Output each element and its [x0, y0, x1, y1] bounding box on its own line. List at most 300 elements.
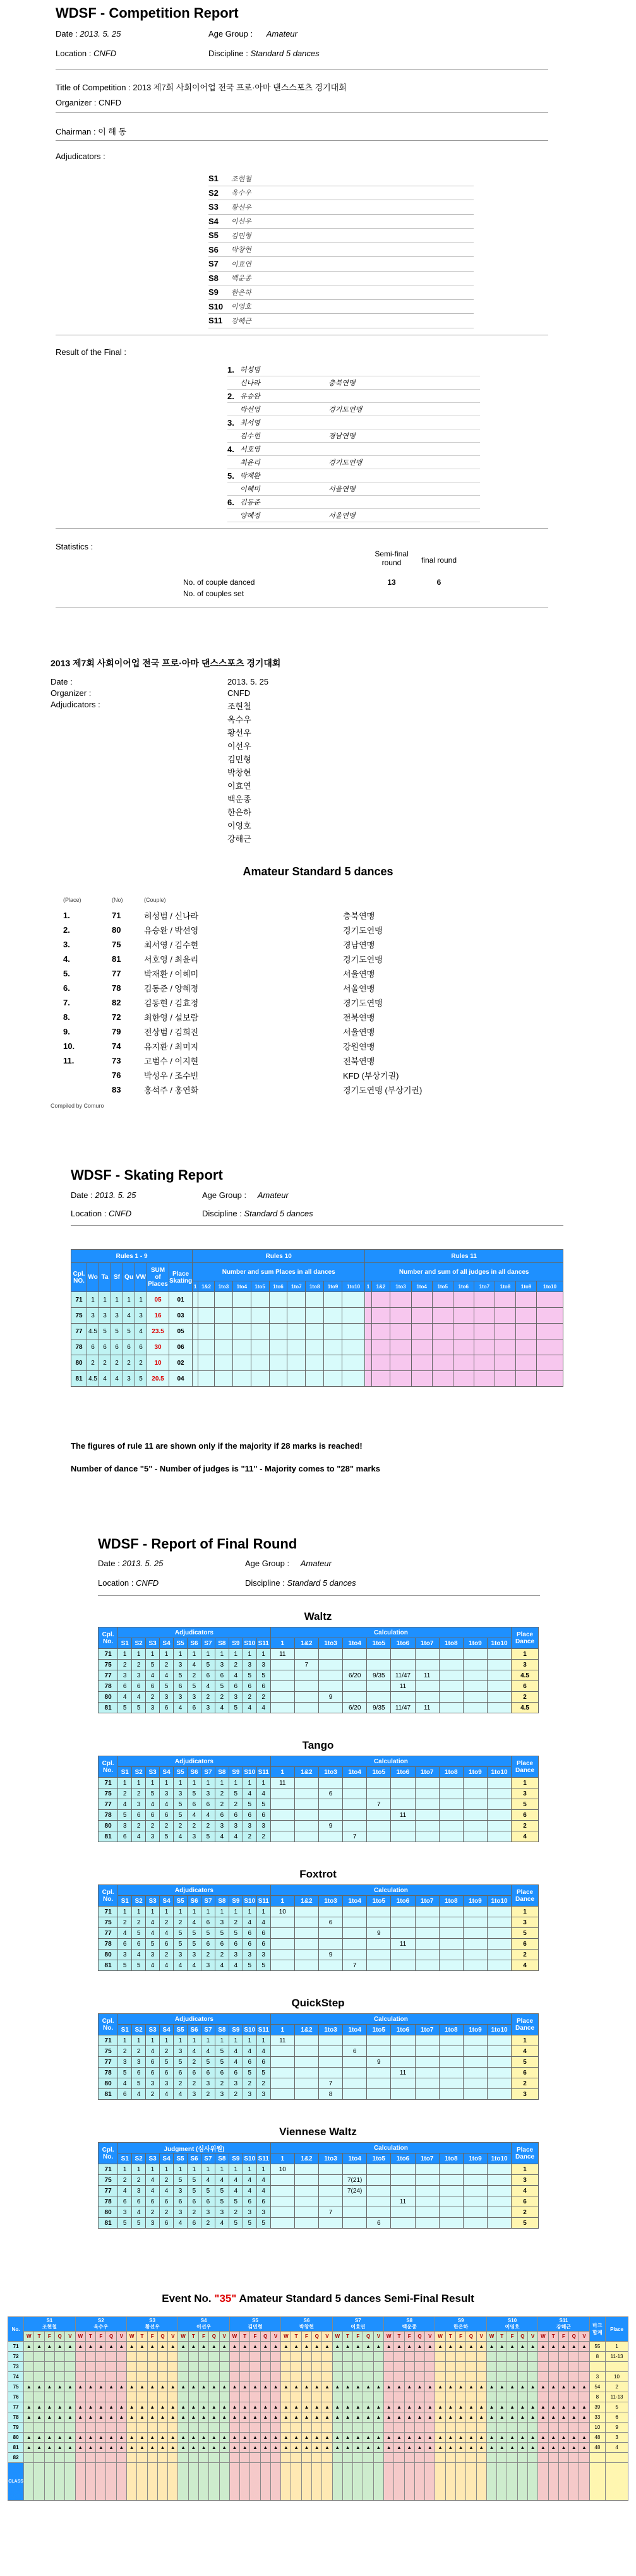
judge-col-header: S9	[229, 2154, 243, 2164]
judge-mark: 3	[229, 1692, 243, 1703]
judge-mark: 4	[187, 2046, 201, 2057]
semi-mark: ▲	[445, 2402, 455, 2412]
semi-mark: ▲	[425, 2412, 435, 2423]
calc-cell	[318, 2175, 342, 2186]
semi-mark	[342, 2423, 352, 2433]
semi-mark	[209, 2392, 219, 2402]
calc-cell	[415, 1907, 439, 1917]
semi-mark	[209, 2362, 219, 2372]
semi-row	[8, 2372, 628, 2382]
adjudicator-name: 강해근	[231, 317, 251, 325]
calc-col-header: 1&2	[294, 1767, 318, 1778]
judge-mark: 4	[146, 1917, 160, 1928]
judge-mark: 2	[118, 1917, 132, 1928]
calc-cell	[270, 2057, 294, 2068]
calc-cell: 7(21)	[343, 2175, 367, 2186]
rule10-cell	[287, 1324, 306, 1339]
calc-cell	[270, 1810, 294, 1821]
calc-col-header: 1&2	[294, 2025, 318, 2035]
semi-mark	[250, 2362, 260, 2372]
summary-footer: Compiled by Comuro	[51, 1103, 104, 1109]
calc-col-header: 1	[270, 1638, 294, 1649]
semi-dance-letter: F	[558, 2332, 568, 2342]
semi-judge-code: S1	[46, 2318, 53, 2323]
semi-mark: ▲	[34, 2342, 44, 2352]
semi-mark	[486, 2372, 496, 2382]
judge-mark: 2	[187, 1670, 201, 1681]
summary-place: 4.	[63, 954, 70, 964]
judge-mark: 2	[201, 2089, 215, 2100]
semi-mark: ▲	[126, 2443, 136, 2453]
calc-cell	[367, 1778, 391, 1788]
semi-mark: ▲	[188, 2402, 198, 2412]
rule11-cell	[432, 1339, 453, 1355]
judge-mark: 4	[243, 2186, 256, 2196]
semi-mark	[476, 2453, 486, 2463]
calc-cell	[270, 2046, 294, 2057]
judge-mark: 3	[132, 2057, 146, 2068]
calc-cell	[415, 1810, 439, 1821]
summary-adjudicator-name: 이영호	[227, 821, 251, 830]
judge-mark: 4	[160, 1670, 174, 1681]
judge-mark: 5	[118, 2218, 132, 2229]
semi-mark	[497, 2362, 507, 2372]
judge-mark: 2	[215, 1799, 229, 1810]
dance-place: 2	[512, 1821, 539, 1831]
calc-cell	[343, 2207, 367, 2218]
calc-cell: 9/35	[367, 1670, 391, 1681]
semi-mark	[126, 2352, 136, 2362]
semi-mark	[116, 2352, 126, 2362]
adjudicator-list	[208, 172, 474, 328]
semi-footer-cell	[291, 2463, 301, 2501]
col-no-header: (No)	[112, 897, 123, 903]
judge-mark: 1	[187, 1649, 201, 1660]
rule11-cell	[432, 1371, 453, 1387]
summary-couple: 최한영 / 설보람	[144, 1013, 199, 1022]
dance-row	[99, 1810, 539, 1821]
semi-mark: ▲	[404, 2342, 414, 2352]
semi-mark	[312, 2392, 322, 2402]
dance-row	[99, 2186, 539, 2196]
semi-mark: ▲	[445, 2382, 455, 2392]
rule11-cell	[495, 1292, 515, 1308]
semi-mark: ▲	[24, 2412, 34, 2423]
col-place-header: (Place)	[63, 897, 81, 903]
judge-mark: 3	[256, 1660, 270, 1670]
calc-cell	[463, 1799, 487, 1810]
semi-footer-cell	[250, 2463, 260, 2501]
semi-mark: ▲	[44, 2402, 54, 2412]
semi-mark: ▲	[270, 2402, 280, 2412]
location-value: CNFD	[93, 49, 117, 58]
calculation-header: Calculation	[270, 2014, 511, 2025]
semi-mark	[126, 2362, 136, 2372]
semi-mark	[250, 2392, 260, 2402]
semi-mark	[116, 2453, 126, 2463]
judge-mark: 6	[118, 1939, 132, 1950]
judge-mark: 2	[160, 1917, 174, 1928]
dance-row	[99, 1670, 539, 1681]
calc-col-header: 1to9	[463, 1767, 487, 1778]
semi-mark: ▲	[538, 2402, 548, 2412]
semi-dance-letter: Q	[312, 2332, 322, 2342]
calc-cell	[270, 1703, 294, 1713]
judge-mark: 4	[146, 1960, 160, 1971]
semi-dance-letter: Q	[157, 2332, 167, 2342]
semi-mark: ▲	[548, 2443, 558, 2453]
date-value: 2013. 5. 25	[80, 29, 121, 39]
semi-mark	[445, 2423, 455, 2433]
calc-cell	[270, 2068, 294, 2078]
age-value: Amateur	[266, 29, 297, 39]
sub-col-header: 1to8	[306, 1281, 324, 1292]
semi-mark	[569, 2453, 579, 2463]
semi-footer-cell	[178, 2463, 188, 2501]
semi-mark	[322, 2453, 332, 2463]
dance-row	[99, 2164, 539, 2175]
semi-cpl: 74	[8, 2372, 24, 2382]
semi-dance-letter: W	[178, 2332, 188, 2342]
semi-mark: ▲	[291, 2382, 301, 2392]
semi-mark	[353, 2453, 363, 2463]
judge-mark: 3	[118, 2057, 132, 2068]
semi-mark	[466, 2392, 476, 2402]
dance-place: 3	[512, 1788, 539, 1799]
semi-mark	[291, 2372, 301, 2382]
judge-mark: 1	[229, 1907, 243, 1917]
semi-mark	[476, 2392, 486, 2402]
semi-dance-letter: Q	[106, 2332, 116, 2342]
dance-row	[99, 1703, 539, 1713]
semi-footer-cell	[260, 2463, 270, 2501]
judge-mark: 5	[118, 1960, 132, 1971]
calc-cell	[318, 1939, 342, 1950]
semi-dance-letter: F	[404, 2332, 414, 2342]
judge-mark: 6	[160, 1939, 174, 1950]
semi-mark: ▲	[486, 2402, 496, 2412]
rules-11-header: Rules 11	[365, 1250, 563, 1263]
summary-no: 82	[112, 998, 121, 1007]
semi-mark	[445, 2352, 455, 2362]
semi-mark	[168, 2392, 178, 2402]
judge-col-header: S4	[160, 1896, 174, 1907]
calc-cell: 6	[367, 2218, 391, 2229]
semi-mark: ▲	[260, 2412, 270, 2423]
judge-mark: 4	[201, 2046, 215, 2057]
calc-cell	[439, 1928, 463, 1939]
location-label: Location :	[56, 49, 92, 58]
judge-col-header: S1	[118, 2154, 132, 2164]
judge-mark: 1	[160, 2035, 174, 2046]
event-heading	[0, 2292, 636, 2305]
rule11-cell	[390, 1355, 411, 1371]
semi-mark: ▲	[178, 2433, 188, 2443]
semi-mark: ▲	[569, 2382, 579, 2392]
semi-judge-name: 옥수우	[93, 2324, 109, 2330]
calc-cell: 11	[270, 2035, 294, 2046]
cpl-header: Cpl. No.	[99, 2143, 118, 2164]
judge-mark: 6	[174, 2068, 188, 2078]
summary-place: 1.	[63, 911, 70, 920]
semi-dance-letter: T	[85, 2332, 95, 2342]
judge-mark: 3	[174, 2046, 188, 2057]
rule10-cell	[251, 1339, 269, 1355]
semi-mark: ▲	[373, 2382, 383, 2392]
calc-cell	[318, 1660, 342, 1670]
summary-adjudicator-name: 김민형	[227, 755, 251, 764]
semi-mark: ▲	[168, 2412, 178, 2423]
semi-mark	[301, 2372, 311, 2382]
cpl-header: Cpl. No.	[99, 1756, 118, 1778]
semi-dance-letter: W	[435, 2332, 445, 2342]
semi-mark: ▲	[157, 2402, 167, 2412]
place-header: Place Skating	[169, 1263, 193, 1292]
semi-mark: ▲	[414, 2382, 424, 2392]
calc-cell	[367, 2164, 391, 2175]
semi-dance-letter: W	[75, 2332, 85, 2342]
rule11-cell	[411, 1292, 432, 1308]
calc-cell	[367, 2186, 391, 2196]
summary-club: 강원연맹	[343, 1042, 375, 1051]
semi-mark	[24, 2392, 34, 2402]
calc-cell: 11	[391, 1810, 415, 1821]
semi-mark: ▲	[137, 2443, 147, 2453]
rule10-cell	[269, 1339, 287, 1355]
semi-mark	[168, 2362, 178, 2372]
calc-cell: 11	[270, 1778, 294, 1788]
dance-table	[98, 2013, 539, 2100]
semi-footer-cell	[527, 2463, 537, 2501]
semi-mark: ▲	[312, 2342, 322, 2352]
judge-mark: 6	[243, 1681, 256, 1692]
adjudicator-code: S2	[208, 188, 219, 198]
semi-mark	[188, 2423, 198, 2433]
dance-header-row	[99, 1885, 539, 1896]
semi-mark	[342, 2352, 352, 2362]
semi-mark: ▲	[106, 2443, 116, 2453]
judge-mark: 5	[201, 2057, 215, 2068]
semi-mark: ▲	[322, 2382, 332, 2392]
judge-mark: 6	[256, 1681, 270, 1692]
semi-footer-cell	[147, 2463, 157, 2501]
semi-mark	[126, 2372, 136, 2382]
judge-mark: 2	[229, 1799, 243, 1810]
skating-header-row	[71, 1263, 563, 1281]
rule11-cell	[371, 1324, 390, 1339]
semi-footer-cell	[466, 2463, 476, 2501]
calc-cell	[343, 2057, 367, 2068]
judge-mark: 1	[132, 2035, 146, 2046]
semi-mark: ▲	[291, 2433, 301, 2443]
fr-location: CNFD	[136, 1578, 159, 1588]
semi-mark	[178, 2372, 188, 2382]
skating-row	[71, 1324, 563, 1339]
judge-mark: 2	[174, 1917, 188, 1928]
semi-mark: ▲	[497, 2412, 507, 2423]
summary-club: 전북연맹	[343, 1013, 375, 1022]
semi-mark: ▲	[486, 2433, 496, 2443]
skating-dance-place: 2	[87, 1355, 99, 1371]
calc-col-header: 1to6	[391, 1767, 415, 1778]
calc-cell	[487, 2207, 511, 2218]
semi-dance-letter: T	[188, 2332, 198, 2342]
event-title: Amateur Standard 5 dances Semi-Final Result	[239, 2292, 474, 2304]
calc-cell	[367, 1907, 391, 1917]
semi-mark: ▲	[373, 2433, 383, 2443]
dance-col-header: Sf	[111, 1263, 123, 1292]
semi-judge-code: S8	[406, 2318, 413, 2323]
judge-mark: 6	[201, 2068, 215, 2078]
judge-col-header: S7	[201, 1767, 215, 1778]
result-leader-line	[227, 496, 480, 509]
semi-footer-cell	[301, 2463, 311, 2501]
calc-col-header: 1to8	[439, 2154, 463, 2164]
judge-mark: 2	[146, 1692, 160, 1703]
dance-row	[99, 2035, 539, 2046]
dance-header-row	[99, 1756, 539, 1767]
calc-col-header: 1to3	[318, 1767, 342, 1778]
dance-place: 5	[512, 1928, 539, 1939]
judge-mark: 6	[201, 1939, 215, 1950]
judge-mark: 3	[201, 2207, 215, 2218]
calc-col-header: 1to8	[439, 1896, 463, 1907]
skating-dance-place: 6	[99, 1339, 111, 1355]
semi-mark	[229, 2362, 239, 2372]
summary-place: 2.	[63, 925, 70, 935]
calc-cell	[343, 1928, 367, 1939]
judge-mark: 6	[243, 1810, 256, 1821]
calc-cell	[487, 2175, 511, 2186]
semi-mark: ▲	[219, 2412, 229, 2423]
judge-col-header: S5	[174, 2154, 188, 2164]
judge-mark: 2	[215, 1950, 229, 1960]
calc-cell	[463, 1831, 487, 1842]
rule10-cell	[269, 1292, 287, 1308]
semi-mark	[106, 2372, 116, 2382]
semi-footer-cell	[353, 2463, 363, 2501]
semi-dance-letter: V	[579, 2332, 589, 2342]
judge-col-header: S10	[243, 1638, 256, 1649]
judge-mark: 4	[174, 2218, 188, 2229]
rule10-cell	[287, 1308, 306, 1324]
semi-footer-cell	[209, 2463, 219, 2501]
adjudicator-row	[208, 257, 474, 272]
place-dance-header: Place Dance	[512, 2143, 539, 2164]
summary-no: 71	[112, 911, 121, 920]
judge-col-header: S1	[118, 1638, 132, 1649]
adjudicator-row	[208, 314, 474, 328]
calc-col-header: 1to3	[318, 2025, 342, 2035]
semi-mark: ▲	[507, 2443, 517, 2453]
summary-club: 경기도연맹	[343, 998, 383, 1008]
semi-mark: ▲	[188, 2433, 198, 2443]
sk-age-label: Age Group :	[202, 1190, 247, 1200]
semi-mark	[229, 2423, 239, 2433]
summary-row	[63, 1010, 556, 1024]
semi-mark: ▲	[497, 2342, 507, 2352]
semi-mark: ▲	[301, 2412, 311, 2423]
calc-cell	[463, 1810, 487, 1821]
summary-place: 11.	[63, 1056, 75, 1065]
semi-dance-letter: V	[322, 2332, 332, 2342]
dance-header-row	[99, 2014, 539, 2025]
semi-mark: ▲	[476, 2433, 486, 2443]
semi-footer-cell	[384, 2463, 394, 2501]
semi-mark: ▲	[240, 2412, 250, 2423]
semi-mark: ▲	[147, 2433, 157, 2443]
semi-sum: 55	[589, 2342, 605, 2352]
rule10-cell	[193, 1371, 198, 1387]
semi-mark	[55, 2372, 65, 2382]
semi-mark	[75, 2392, 85, 2402]
semi-mark: ▲	[527, 2412, 537, 2423]
summary-row	[63, 995, 556, 1010]
judge-mark: 1	[160, 1778, 174, 1788]
sk-location-label: Location :	[71, 1209, 107, 1218]
rule10-cell	[193, 1292, 198, 1308]
summary-adjudicator-name: 강해근	[227, 834, 251, 844]
calc-cell	[415, 2035, 439, 2046]
semi-mark: ▲	[579, 2412, 589, 2423]
summary-no: 79	[112, 1027, 121, 1036]
semi-mark	[476, 2423, 486, 2433]
semi-mark	[332, 2362, 342, 2372]
dance-cpl: 71	[99, 2164, 118, 2175]
dance-place: 1	[512, 2164, 539, 2175]
semi-mark	[404, 2392, 414, 2402]
dance-place: 1	[512, 2035, 539, 2046]
result-leader-line	[227, 469, 480, 482]
judge-mark: 2	[256, 1692, 270, 1703]
judge-mark: 1	[229, 1778, 243, 1788]
calc-cell	[391, 1799, 415, 1810]
skating-dance-place: 3	[87, 1308, 99, 1324]
dance-cpl: 77	[99, 1799, 118, 1810]
judge-col-header: S9	[229, 2025, 243, 2035]
semi-mark	[250, 2372, 260, 2382]
judge-mark: 3	[187, 1950, 201, 1960]
calc-col-header: 1to10	[487, 1767, 511, 1778]
calc-col-header: 1&2	[294, 1896, 318, 1907]
dance-header-row	[99, 2154, 539, 2164]
semi-dance-letter: F	[198, 2332, 208, 2342]
calc-cell	[487, 1778, 511, 1788]
skating-table	[71, 1249, 563, 1387]
judge-mark: 3	[118, 1821, 132, 1831]
semi-dance-letter: Q	[209, 2332, 219, 2342]
semi-mark: ▲	[260, 2342, 270, 2352]
summary-no: 81	[112, 954, 121, 964]
calc-cell	[415, 1649, 439, 1660]
calc-cell	[294, 2207, 318, 2218]
semi-footer-cell	[606, 2463, 628, 2501]
semi-dance-letter: W	[281, 2332, 291, 2342]
semi-mark: ▲	[476, 2402, 486, 2412]
dance-cpl: 80	[99, 1692, 118, 1703]
semi-footer-cell	[106, 2463, 116, 2501]
judge-mark: 4	[132, 2089, 146, 2100]
semi-dance-letter: Q	[414, 2332, 424, 2342]
rule11-cell	[516, 1355, 537, 1371]
dance-cpl: 81	[99, 1703, 118, 1713]
calc-cell: 6	[318, 1788, 342, 1799]
stat-row2-label: No. of couples set	[183, 589, 244, 598]
judge-mark: 6	[146, 1810, 160, 1821]
skating-place: 05	[169, 1324, 193, 1339]
calc-cell	[391, 2046, 415, 2057]
judge-mark: 3	[174, 1950, 188, 1960]
